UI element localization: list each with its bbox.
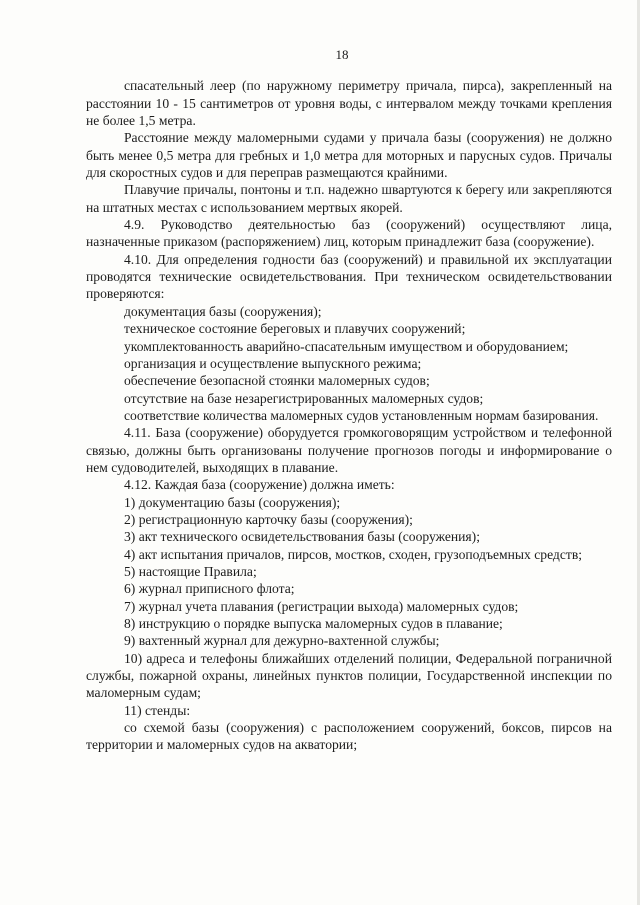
list-item: 9) вахтенный журнал для дежурно-вахтенной службы; bbox=[124, 633, 440, 649]
paragraph: Расстояние между маломерными судами у причала базы (сооружения) не должно быть менее 0,5 метра для гребных и 1,0 метра для моторных и парусных судов. Причалы для скоростных судов и для переправ размещаются крайними. bbox=[86, 130, 612, 181]
paragraph: 4.9. Руководство деятельностью баз (сооружений) осуществляют лица, назначенные приказом (распоряжением) лиц, которым принадлежит база (сооружение). bbox=[86, 217, 612, 250]
list-item: 1) документацию базы (сооружения); bbox=[124, 494, 341, 510]
page-number: 18 bbox=[335, 47, 349, 62]
paragraph: спасательный леер (по наружному периметру причала, пирса), закрепленный на расстоянии 10 - 15 сантиметров от уровня воды, с интервалом между точками крепления не более 1,5 метра. bbox=[86, 78, 612, 129]
paragraph: 4.12. Каждая база (сооружение) должна иметь: bbox=[124, 477, 395, 493]
list-item: 4) акт испытания причалов, пирсов, мостков, сходен, грузоподъемных средств; bbox=[124, 546, 583, 562]
list-item: соответствие количества маломерных судов установленным нормам базирования. bbox=[124, 407, 599, 423]
list-item: техническое состояние береговых и плавучих сооружений; bbox=[124, 321, 466, 337]
list-item: 11) стенды: bbox=[124, 702, 191, 718]
list-item: 5) настоящие Правила; bbox=[124, 563, 257, 579]
list-item: 2) регистрационную карточку базы (сооружения); bbox=[124, 511, 413, 527]
list-item: со схемой базы (сооружения) с расположением сооружений, боксов, пирсов на территории и маломерных судов на акватории; bbox=[86, 720, 612, 753]
list-item: 10) адреса и телефоны ближайших отделений полиции, Федеральной пограничной службы, пожарной охраны, линейных пунктов полиции, Государственной инспекции по маломерным судам; bbox=[86, 650, 612, 701]
list-item: 7) журнал учета плавания (регистрации выхода) маломерных судов; bbox=[124, 598, 519, 614]
paragraph: 4.11. База (сооружение) оборудуется громкоговорящим устройством и телефонной связью, должны быть организованы получение прогнозов погоды и информирование о нем судоводителей, выходящих в плавание. bbox=[86, 425, 612, 475]
list-item: 6) журнал приписного флота; bbox=[124, 581, 295, 597]
list-item: 3) акт технического освидетельствования базы (сооружения); bbox=[124, 529, 480, 545]
paragraph: Плавучие причалы, понтоны и т.п. надежно швартуются к берегу или закрепляются на штатных местах с использованием мертвых якорей. bbox=[86, 182, 612, 215]
list-item: укомплектованность аварийно-спасательным имуществом и оборудованием; bbox=[124, 338, 569, 354]
list-item: отсутствие на базе незарегистрированных маломерных судов; bbox=[124, 390, 484, 406]
document-body bbox=[86, 77, 612, 753]
list-item: документация базы (сооружения); bbox=[124, 303, 322, 319]
paragraph: 4.10. Для определения годности баз (сооружений) и правильной их эксплуатации проводятся технические освидетельствования. При техническом освидетельствовании проверяются: bbox=[86, 251, 612, 302]
list-item: организация и осуществление выпускного режима; bbox=[124, 355, 422, 371]
list-item: 8) инструкцию о порядке выпуска маломерных судов в плавание; bbox=[124, 616, 503, 631]
list-item: обеспечение безопасной стоянки маломерных судов; bbox=[124, 373, 430, 389]
